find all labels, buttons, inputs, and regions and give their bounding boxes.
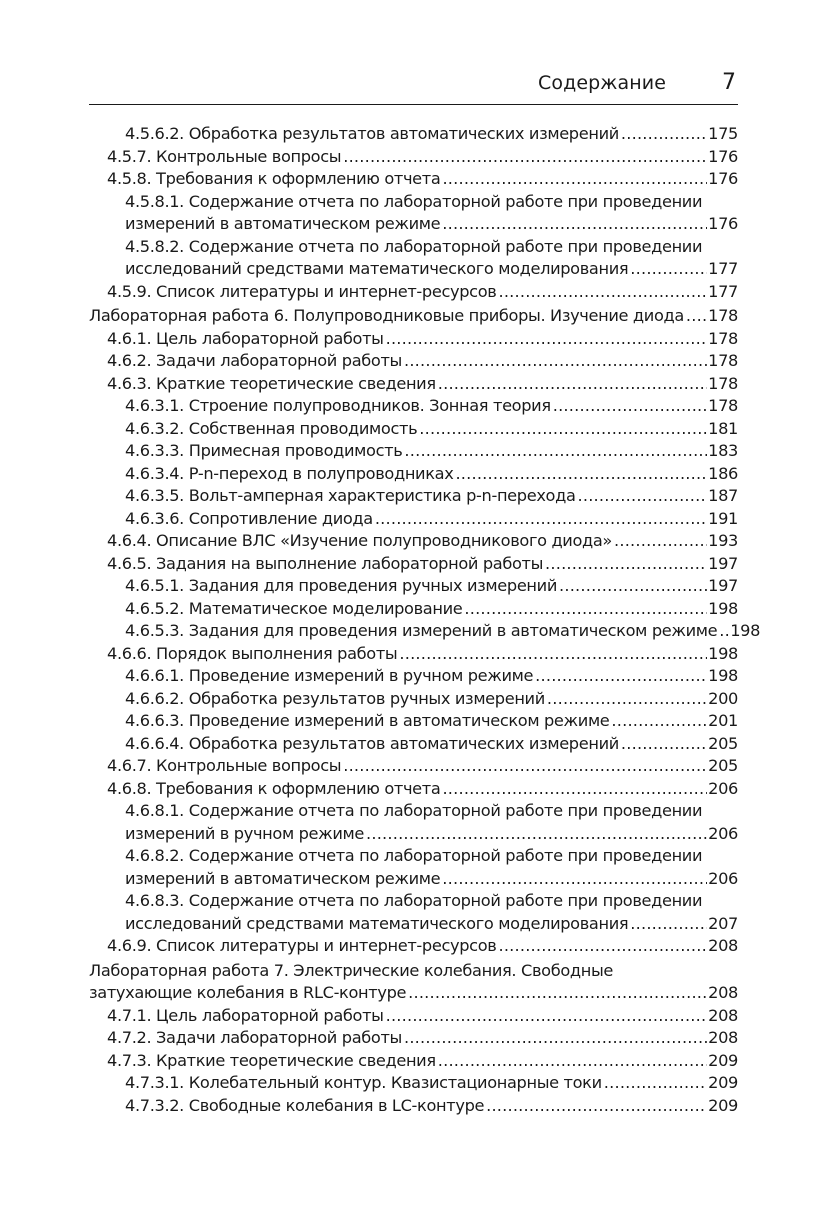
dot-leader [442,778,707,801]
toc-entry-line [125,620,761,643]
toc-subsection [89,665,738,688]
toc-page-number: 198 [708,666,738,685]
toc-page-number: 197 [708,553,738,573]
toc-entry-title: 4.5.6.2. Обработка результатов автоматических измерений [125,124,619,143]
dot-leader [611,710,707,733]
toc-subsection [89,463,738,486]
dot-leader [559,575,707,598]
toc-page-number: 205 [708,733,738,753]
dot-leader [621,123,707,146]
toc-page-number: 176 [708,146,738,166]
toc-entry-title: 4.6.9. Список литературы и интернет-ресурсов [107,936,497,955]
dot-leader [486,1095,707,1118]
toc-section [89,1050,738,1073]
toc-section [89,778,738,801]
toc-entry-line [107,1005,738,1028]
toc-page-number: 197 [708,576,738,595]
toc-entry-title: 4.6.3.5. Вольт-амперная характеристика p-n-перехода [125,486,576,505]
toc-page-number: 198 [708,598,738,618]
toc-entry-title: Лабораторная работа 6. Полупроводниковые приборы. Изучение диода [89,306,684,325]
toc-page-number: 208 [708,1028,738,1047]
toc-subsection [89,418,738,441]
toc-entry-title: 4.6.3.4. P-n-переход в полупроводниках [125,463,454,483]
toc-entry-title: 4.6.3.1. Строение полупроводников. Зонная теория [125,396,551,415]
toc-subsection [89,191,738,236]
toc-entry-title: исследований средствами математического моделирования [125,259,629,278]
toc-section [89,1005,738,1028]
toc-entry-title: 4.6.6.4. Обработка результатов автоматических измерений [125,733,619,753]
toc-subsection [89,236,738,281]
toc-entry-line [125,688,738,711]
toc-entry-line [125,710,738,733]
dot-leader [498,935,707,958]
toc-entry-line [89,305,738,328]
dot-leader [442,868,707,891]
toc-page-number: 178 [708,373,738,393]
toc-entry-line [107,1050,738,1073]
toc-entry-title: 4.5.7. Контрольные вопросы [107,146,342,166]
toc-entry-title: 4.6.7. Контрольные вопросы [107,756,342,775]
toc-entry-line [107,1027,738,1050]
toc-entry-line [125,823,738,846]
toc-entry-title: 4.6.6. Порядок выполнения работы [107,643,398,663]
toc-entry-title: исследований средствами математического моделирования [125,913,629,933]
dot-leader [630,913,707,936]
toc-subsection [89,1095,738,1118]
toc-page-number: 177 [708,259,738,278]
toc-entry-line [125,395,738,418]
toc-entry-line [125,418,738,441]
toc-entry-line [125,598,738,621]
running-header [89,70,738,105]
toc-entry-line [125,463,738,486]
toc-entry-title-line: 4.5.8.2. Содержание отчета по лабораторной работе при проведении [125,236,703,256]
dot-leader [343,146,707,169]
toc-page-number: 209 [708,1095,738,1115]
toc-subsection [89,845,738,890]
header-title: Содержание [538,72,666,94]
dot-leader [404,440,707,463]
toc-section [89,373,738,396]
dot-leader [604,1072,707,1095]
dot-leader [498,281,707,304]
dot-leader [419,418,707,441]
toc-entry-line [125,440,738,463]
toc-entry-line [125,1095,738,1118]
toc-entry-line [107,146,738,169]
toc-entry-title-line: Лабораторная работа 7. Электрические колебания. Свободные [89,960,613,980]
toc-page-number: 181 [708,418,738,438]
toc-entry-title: измерений в автоматическом режиме [125,868,441,888]
toc-page-number: 209 [708,1073,738,1092]
toc-section [89,1027,738,1050]
toc-entry-title: 4.6.4. Описание ВЛС «Изучение полупроводникового диода» [107,531,612,550]
toc-page-number: 178 [708,306,738,325]
toc-subsection [89,620,761,643]
toc-entry-title: измерений в ручном режиме [125,823,365,843]
dot-leader [366,823,707,846]
dot-leader [442,213,707,236]
toc-entry-line [107,643,738,666]
toc-entry-title: 4.6.5.1. Задания для проведения ручных измерений [125,576,558,595]
toc-chapter [89,960,738,1005]
dot-leader [438,373,707,396]
dot-leader [578,485,708,508]
dot-leader [343,755,707,778]
toc-subsection [89,123,738,146]
toc-entry-title: 4.5.9. Список литературы и интернет-ресурсов [107,281,497,301]
toc-section [89,281,738,304]
toc-entry-title: измерений в автоматическом режиме [125,214,441,233]
table-of-contents [89,123,761,1117]
toc-entry-title: 4.6.6.3. Проведение измерений в автоматическом режиме [125,711,610,730]
toc-entry-title: 4.6.3. Краткие теоретические сведения [107,373,436,393]
toc-entry-line [125,258,738,281]
toc-subsection [89,485,738,508]
toc-page-number: 193 [708,531,738,550]
toc-entry-line [125,665,738,688]
toc-page-number: 178 [708,396,738,415]
toc-subsection [89,440,738,463]
toc-subsection [89,890,738,935]
toc-entry-line [107,553,738,576]
toc-subsection [89,598,738,621]
dot-leader [535,665,707,688]
toc-page-number: 175 [708,124,738,143]
toc-entry-line [125,733,738,756]
toc-entry-title: 4.6.5.2. Математическое моделирование [125,598,463,618]
toc-entry-line [125,913,738,936]
toc-page-number: 209 [708,1050,738,1070]
toc-section [89,146,738,169]
toc-entry-line [107,350,738,373]
toc-entry-line [125,1072,738,1095]
toc-entry-title: 4.6.6.1. Проведение измерений в ручном режиме [125,666,534,685]
toc-entry-line [125,123,738,146]
dot-leader [442,168,707,191]
toc-entry-title-line: 4.5.8.1. Содержание отчета по лабораторной работе при проведении [125,191,703,211]
dot-leader [399,643,707,666]
dot-leader [464,598,707,621]
dot-leader [547,688,707,711]
toc-entry-title: 4.6.6.2. Обработка результатов ручных измерений [125,688,545,708]
toc-entry-line [107,778,738,801]
toc-subsection [89,800,738,845]
toc-page-number: 176 [708,214,738,233]
toc-section [89,328,738,351]
toc-entry-title: 4.7.1. Цель лабораторной работы [107,1005,384,1025]
dot-leader [438,1050,707,1073]
toc-section [89,168,738,191]
dot-leader [621,733,707,756]
toc-page-number: 205 [708,756,738,775]
dot-leader [614,530,707,553]
toc-subsection [89,508,738,531]
toc-entry-title: 4.6.3.3. Примесная проводимость [125,441,403,460]
toc-page-number: 208 [708,983,738,1002]
toc-chapter [89,305,738,328]
toc-entry-line [125,213,738,236]
toc-entry-title: 4.6.1. Цель лабораторной работы [107,328,384,348]
toc-entry-title: 4.6.3.6. Сопротивление диода [125,508,373,528]
toc-entry-line [107,530,738,553]
toc-entry-title: 4.6.2. Задачи лабораторной работы [107,351,402,370]
toc-page-number: 176 [708,169,738,188]
toc-page-number: 178 [708,351,738,370]
toc-entry-title-line: 4.6.8.2. Содержание отчета по лабораторной работе при проведении [125,846,703,865]
dot-leader [408,982,707,1005]
dot-leader [404,350,707,373]
toc-entry-line [107,755,738,778]
toc-entry-title: 4.6.8. Требования к оформлению отчета [107,778,441,798]
toc-entry-line [125,485,738,508]
toc-page-number: 206 [708,823,738,843]
toc-page-number: 208 [708,936,738,955]
toc-entry-line [89,982,738,1005]
toc-page-number: 177 [708,281,738,301]
toc-entry-title: 4.7.3.1. Колебательный контур. Квазистационарные токи [125,1073,602,1092]
toc-entry-title-line: 4.6.8.3. Содержание отчета по лабораторной работе при проведении [125,891,703,910]
toc-page-number: 186 [708,463,738,483]
dot-leader [545,553,707,576]
toc-section [89,755,738,778]
toc-page-number: 178 [708,328,738,348]
toc-page-number: 200 [708,688,738,708]
toc-entry-title: 4.7.3.2. Свободные колебания в LC-контуре [125,1095,485,1115]
toc-page-number: 198 [708,643,738,663]
toc-subsection [89,688,738,711]
toc-entry-line [107,281,738,304]
toc-entry-title: 4.6.5. Задания на выполнение лабораторной работы [107,553,544,573]
toc-entry-line [107,373,738,396]
toc-entry-title: 4.7.2. Задачи лабораторной работы [107,1028,402,1047]
toc-subsection [89,1072,738,1095]
toc-section [89,350,738,373]
toc-entry-title: 4.5.8. Требования к оформлению отчета [107,169,441,188]
toc-entry-title: затухающие колебания в RLC-контуре [89,983,407,1002]
toc-subsection [89,710,738,733]
toc-section [89,935,738,958]
toc-entry-title-line: 4.6.8.1. Содержание отчета по лабораторной работе при проведении [125,801,703,820]
toc-section [89,643,738,666]
toc-entry-line [125,868,738,891]
toc-page-number: 206 [708,868,738,888]
toc-entry-title: 4.6.5.3. Задания для проведения измерений в автоматическом режиме [125,621,718,640]
toc-entry-line [107,935,738,958]
toc-page-number: 191 [708,508,738,528]
toc-subsection [89,395,738,418]
toc-entry-title: 4.7.3. Краткие теоретические сведения [107,1050,436,1070]
dot-leader [404,1027,707,1050]
toc-subsection [89,575,738,598]
toc-page-number: 207 [708,913,738,933]
toc-page-number: 206 [708,778,738,798]
toc-section [89,553,738,576]
dot-leader [686,305,707,328]
toc-page-number: 198 [730,621,761,640]
dot-leader [553,395,707,418]
toc-subsection [89,733,738,756]
toc-entry-line [107,168,738,191]
dot-leader [386,328,708,351]
dot-leader [719,620,729,643]
dot-leader [630,258,707,281]
dot-leader [386,1005,708,1028]
toc-entry-title: 4.6.3.2. Собственная проводимость [125,418,418,438]
toc-page-number: 201 [708,711,738,730]
toc-page-number: 208 [708,1005,738,1025]
toc-entry-line [125,575,738,598]
toc-section [89,530,738,553]
dot-leader [375,508,707,531]
toc-page-number: 187 [708,486,738,505]
header-page-number: 7 [722,70,736,95]
toc-page-number: 183 [708,441,738,460]
toc-entry-line [125,508,738,531]
dot-leader [455,463,707,486]
toc-entry-line [107,328,738,351]
